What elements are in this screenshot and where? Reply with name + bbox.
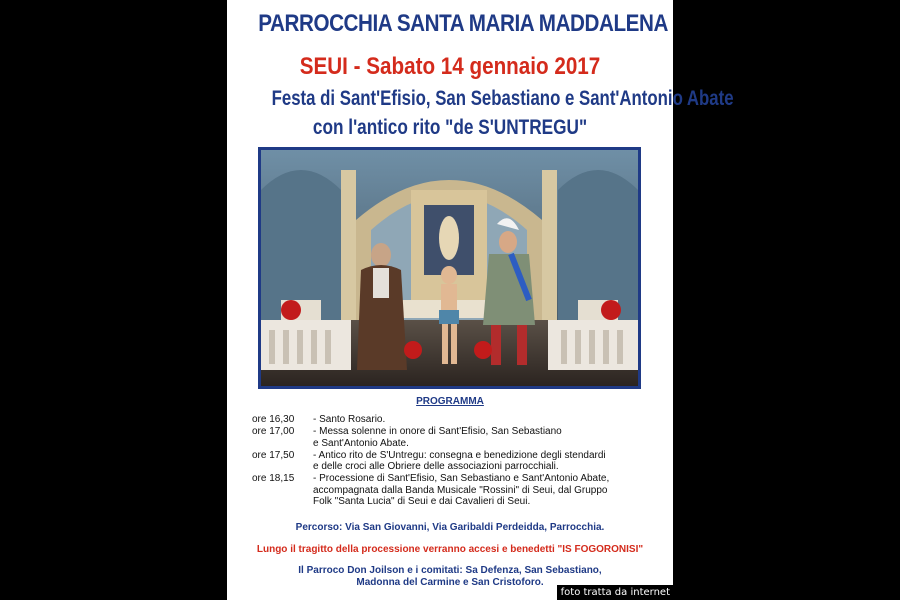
rito-subtitle: con l'antico rito "de S'UNTREGU" <box>312 116 588 139</box>
festa-title: Festa di Sant'Efisio, San Sebastiano e Sant'Antonio Abate <box>271 87 734 110</box>
programma-heading: PROGRAMMA <box>416 396 484 407</box>
fogoronisi-note: Lungo il tragitto della processione verranno accesi e benedetti "IS FOGORONISI" <box>256 544 644 555</box>
schedule-time: ore 16,30 <box>252 414 295 425</box>
photo-credit: foto tratta da internet <box>557 585 673 600</box>
schedule-text: - Santo Rosario. <box>313 414 386 425</box>
schedule-row <box>252 473 672 507</box>
event-date: SEUI - Sabato 14 gennaio 2017 <box>299 53 601 80</box>
schedule-time: ore 18,15 <box>252 473 295 485</box>
organizers-note: Il Parroco Don Joilson e i comitati: Sa Defenza, San Sebastiano, Madonna del Carmine e San Cristoforo. <box>298 565 602 588</box>
schedule-row <box>252 426 672 449</box>
schedule-text: - Messa solenne in onore di Sant'Efisio, San Sebastiano e Sant'Antonio Abate. <box>313 426 562 449</box>
schedule-text: - Antico rito de S'Untregu: consegna e benedizione degli stendardi e delle croci alle Obriere delle associazioni parrocchiali. <box>313 449 606 473</box>
event-poster <box>227 0 734 600</box>
schedule-time: ore 17,00 <box>252 426 295 438</box>
schedule-row <box>252 450 672 473</box>
church-photo <box>258 147 641 389</box>
schedule-time: ore 17,50 <box>252 449 295 461</box>
schedule-text: - Processione di Sant'Efisio, San Sebastiano e Sant'Antonio Abate, accompagnata dalla Banda Musicale "Rossini" di Seui, dal Gruppo Folk "Santa Lucia" di Seui e dai Cavalieri di Seui. <box>313 473 610 508</box>
schedule-list <box>252 414 672 508</box>
parish-title: PARROCCHIA SANTA MARIA MADDALENA <box>258 10 668 37</box>
church-interior-image <box>261 150 638 386</box>
route-info: Percorso: Via San Giovanni, Via Garibaldi Perdeidda, Parrocchia. <box>295 522 605 533</box>
schedule-row <box>252 414 672 425</box>
